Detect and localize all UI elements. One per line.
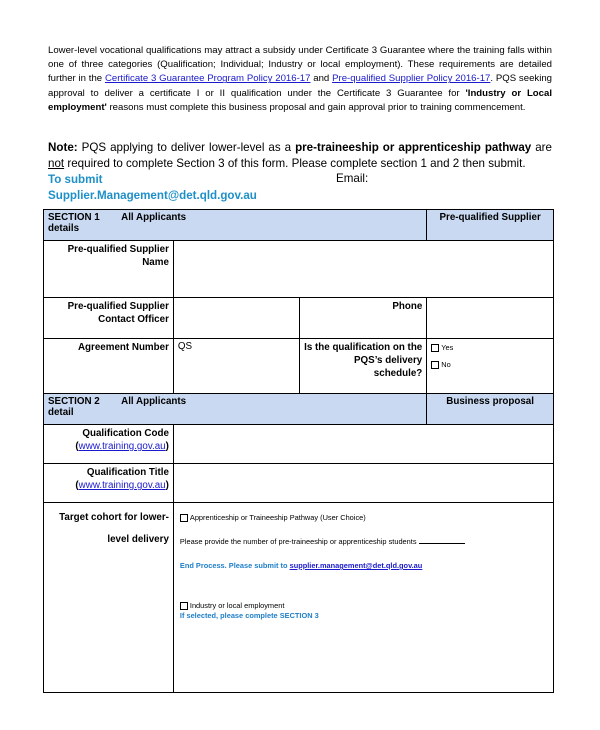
section-2-title: SECTION 2 All Applicants (48, 396, 187, 407)
agreement-row (44, 339, 554, 394)
section-2-sub: detail (48, 407, 74, 418)
email-label: Email: (336, 172, 369, 185)
intro-bold: 'Industry or Local employment' (48, 87, 552, 113)
training-link[interactable]: www.training.gov.au (78, 441, 166, 452)
application-form (43, 209, 554, 693)
intro-and: and (313, 73, 330, 85)
training-link[interactable]: www.training.gov.au (78, 480, 166, 491)
contact-row (44, 298, 554, 339)
submit-email[interactable]: Supplier.Management@det.qld.gov.au (48, 189, 257, 202)
qual-code-row: Qualification Code (www.training.gov.au) (44, 425, 554, 464)
note-paragraph (48, 140, 552, 171)
qual-title-field[interactable] (173, 464, 553, 503)
checkbox-icon (180, 514, 188, 522)
checkbox-icon (180, 602, 188, 610)
note-underlined: not (48, 156, 65, 170)
contact-field[interactable] (173, 298, 299, 339)
target-label: Target cohort for lower-level delivery (59, 512, 169, 545)
industry-label: Industry or local employment (189, 601, 285, 610)
note-text-2: are (535, 141, 552, 154)
yes-option[interactable] (431, 341, 549, 354)
note-text-3: required to complete Section 3 of this form. Please complete section 1 and 2 then submit. (67, 156, 526, 170)
qual-code-label: Qualification Code (82, 428, 169, 439)
num-students-label: Please provide the number of pre-traineeship or apprenticeship students (179, 537, 417, 546)
policy-link-c3g[interactable]: Certificate 3 Guarantee Program Policy 2016-17 (104, 73, 311, 85)
end-process-text: End Process. Please submit to (179, 561, 288, 570)
qs-prefix: QS (177, 341, 193, 352)
end-process-email[interactable]: supplier.management@det.qld.gov.au (289, 561, 423, 570)
note-label: Note: (48, 141, 78, 154)
intro-text-3: reasons must complete this business proposal and gain approval prior to training commencement. (109, 101, 526, 113)
submit-block (48, 172, 257, 204)
qual-title-row: Qualification Title (www.training.gov.au) (44, 464, 554, 503)
section-1-header (44, 210, 554, 241)
agreement-field[interactable] (173, 339, 299, 394)
no-option[interactable] (431, 358, 549, 371)
section-1-sub: details (48, 223, 80, 234)
policy-link-pqs[interactable]: Pre-qualified Supplier Policy 2016-17 (332, 73, 491, 85)
qual-title-label: Qualification Title (86, 467, 169, 478)
section-1-right: Pre-qualified Supplier (427, 210, 554, 241)
section-2-header (44, 394, 554, 425)
industry-option[interactable] (180, 601, 547, 611)
apprenticeship-option[interactable] (180, 513, 547, 523)
phone-label: Phone (299, 298, 427, 339)
intro-text: Lower-level vocational qualifications may attract a subsidy under Certificate 3 Guarantee where the training falls within one of three categories (Qualification; Individual; Industry or local employment). These requirements are detailed further in the (48, 45, 552, 85)
note-text: PQS applying to deliver lower-level as a (81, 141, 292, 154)
submit-label: To submit (48, 173, 103, 186)
apprenticeship-label: Apprenticeship or Traineeship Pathway (User Choice) (189, 513, 366, 522)
contact-label: Pre-qualified Supplier Contact Officer (67, 301, 169, 325)
pqs-name-row (44, 241, 554, 298)
qual-code-field[interactable] (173, 425, 553, 464)
yes-label: Yes (441, 343, 454, 352)
checkbox-icon (431, 344, 439, 352)
target-row (44, 503, 554, 693)
num-students-field[interactable] (419, 543, 465, 544)
pqs-name-label: Pre-qualified Supplier Name (67, 244, 169, 268)
section-2-right: Business proposal (427, 394, 554, 425)
intro-text-2: . PQS seeking approval to deliver a certificate I or II qualification under the Certificate 3 Guarantee for (48, 73, 552, 99)
intro-paragraph (48, 44, 552, 115)
if-selected-text: If selected, please complete SECTION 3 (179, 611, 319, 620)
section-1-title: SECTION 1 All Applicants (48, 212, 187, 223)
note-bold: pre-traineeship or apprenticeship pathway (295, 141, 532, 154)
no-label: No (441, 360, 451, 369)
delivery-schedule-label: Is the qualification on the PQS’s delivery schedule? (299, 339, 427, 394)
agreement-label: Agreement Number (77, 342, 169, 353)
phone-field[interactable] (427, 298, 554, 339)
checkbox-icon (431, 361, 439, 369)
pqs-name-field[interactable] (173, 241, 553, 298)
